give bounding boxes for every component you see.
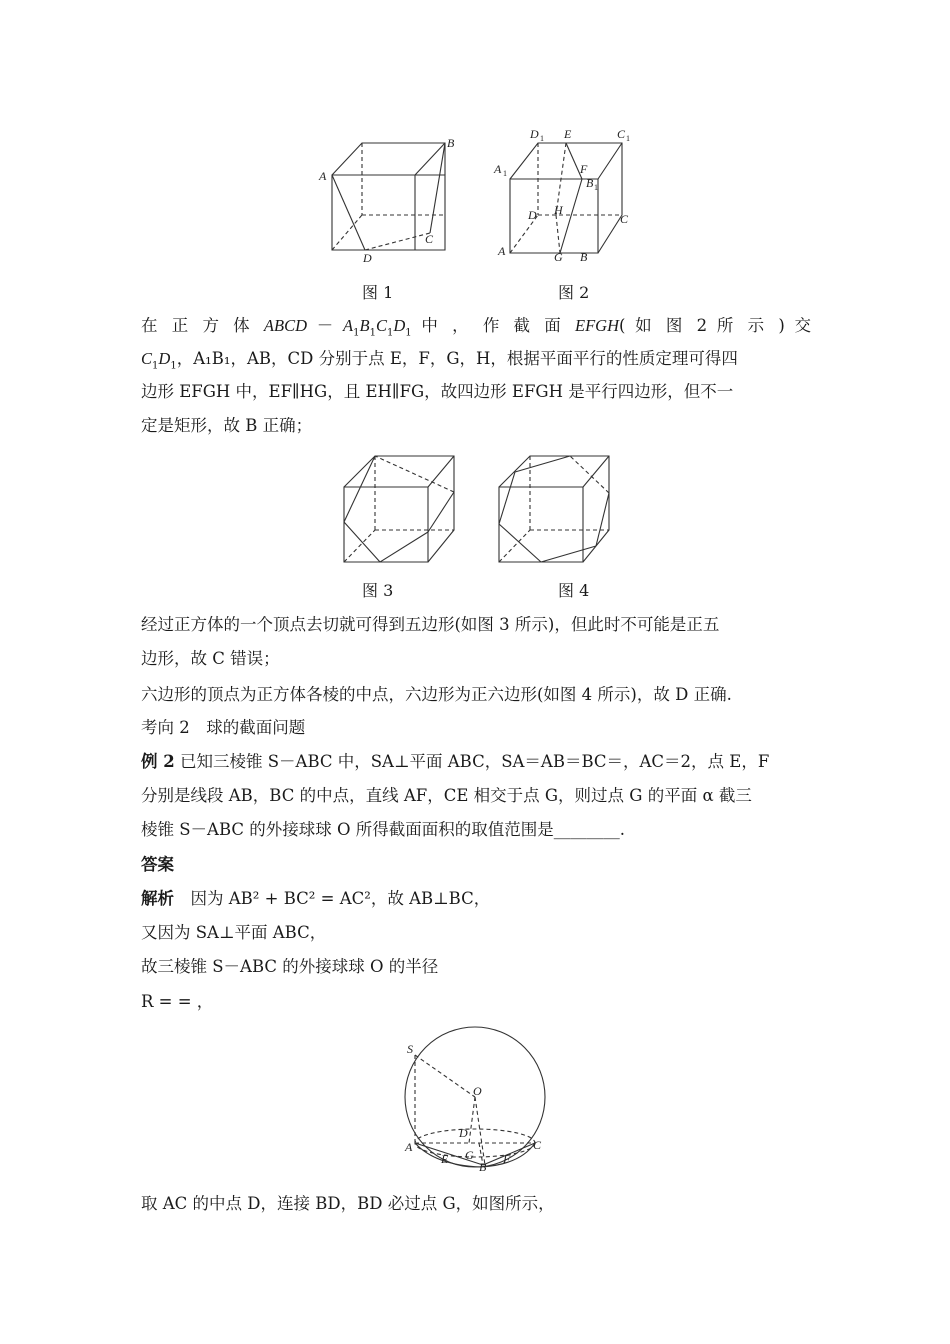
fig2-caption: 图 2: [558, 283, 590, 302]
sphere-figure: [395, 1025, 555, 1175]
analysis-line-1: 解析 因为 AB² + BC² = AC²，故 AB⊥BC，: [141, 889, 491, 908]
svg-text:O: O: [473, 1084, 482, 1098]
analysis-line-2: 又因为 SA⊥平面 ABC，: [141, 923, 327, 942]
example-line-1: 例 2 已知三棱锥 S－ABC 中，SA⊥平面 ABC，SA＝AB＝BC＝，AC＝2，点 E，F: [141, 752, 770, 771]
svg-text:C: C: [533, 1138, 542, 1152]
svg-text:G: G: [554, 250, 563, 264]
svg-text:1: 1: [594, 183, 598, 192]
svg-text:1: 1: [503, 169, 507, 178]
svg-text:E: E: [564, 127, 572, 141]
svg-text:B: B: [586, 176, 594, 190]
section-heading: 考向 2 球的截面问题: [141, 718, 306, 737]
paragraph-line-7: 六边形的顶点为正方体各棱的中点，六边形为正六边形(如图 4 所示)，故 D 正确.: [141, 685, 732, 704]
svg-text:1: 1: [626, 134, 630, 143]
svg-text:E: E: [441, 1152, 449, 1166]
analysis-line-3: 故三棱锥 S－ABC 的外接球球 O 的半径: [141, 957, 439, 976]
svg-text:C: C: [617, 127, 626, 141]
fig3-caption: 图 3: [362, 581, 394, 600]
svg-text:D: D: [528, 208, 537, 222]
analysis-line-4: R = = ，: [141, 992, 214, 1011]
figure-2: [490, 125, 640, 265]
figure-3: [340, 452, 460, 567]
svg-text:D: D: [530, 127, 539, 141]
svg-text:C: C: [425, 232, 434, 246]
figure-1: [315, 135, 460, 265]
svg-text:A: A: [319, 169, 327, 183]
svg-text:G: G: [465, 1148, 474, 1162]
svg-text:S: S: [407, 1042, 413, 1056]
fig1-caption: 图 1: [362, 283, 394, 302]
paragraph-line-3: 边形 EFGH 中，EF∥HG，且 EH∥FG，故四边形 EFGH 是平行四边形，但不一: [141, 382, 734, 401]
svg-text:A: A: [405, 1140, 413, 1154]
svg-text:D: D: [363, 251, 372, 265]
final-line: 取 AC 的中点 D，连接 BD，BD 必过点 G，如图所示，: [141, 1194, 555, 1213]
svg-text:B: B: [479, 1160, 487, 1174]
svg-text:F: F: [580, 162, 588, 176]
fig4-caption: 图 4: [558, 581, 590, 600]
example-line-2: 分别是线段 AB，BC 的中点，直线 AF，CE 相交于点 G，则过点 G 的平面 α 截三: [141, 786, 752, 805]
svg-text:F: F: [503, 1152, 511, 1166]
paragraph-line-6: 边形，故 C 错误；: [141, 649, 280, 668]
example-line-3: 棱锥 S－ABC 的外接球球 O 所得截面面积的取值范围是________.: [141, 820, 626, 839]
svg-text:A: A: [498, 244, 506, 258]
answer-label: 答案: [141, 855, 174, 874]
svg-text:B: B: [580, 250, 588, 264]
svg-text:C: C: [620, 212, 629, 226]
paragraph-line-4: 定是矩形，故 B 正确；: [141, 416, 313, 435]
paragraph-line-5: 经过正方体的一个顶点去切就可得到五边形(如图 3 所示)，但此时不可能是正五: [141, 615, 720, 634]
paragraph-line-1: 在 正 方 体 ABCD － $A_1B_1C_1D_1$ 中 ， 作 截 面 EFGH( 如 图 2 所 示 ) 交: [141, 316, 811, 339]
svg-text:A: A: [494, 162, 502, 176]
paragraph-line-2: $C_1D_1$，A₁B₁，AB，CD 分别于点 E，F，G，H，根据平面平行的性质定理可得四: [141, 349, 738, 372]
svg-text:B: B: [447, 136, 455, 150]
svg-text:H: H: [554, 203, 563, 217]
svg-text:D: D: [459, 1126, 468, 1140]
figure-4: [495, 452, 615, 567]
svg-text:1: 1: [540, 134, 544, 143]
